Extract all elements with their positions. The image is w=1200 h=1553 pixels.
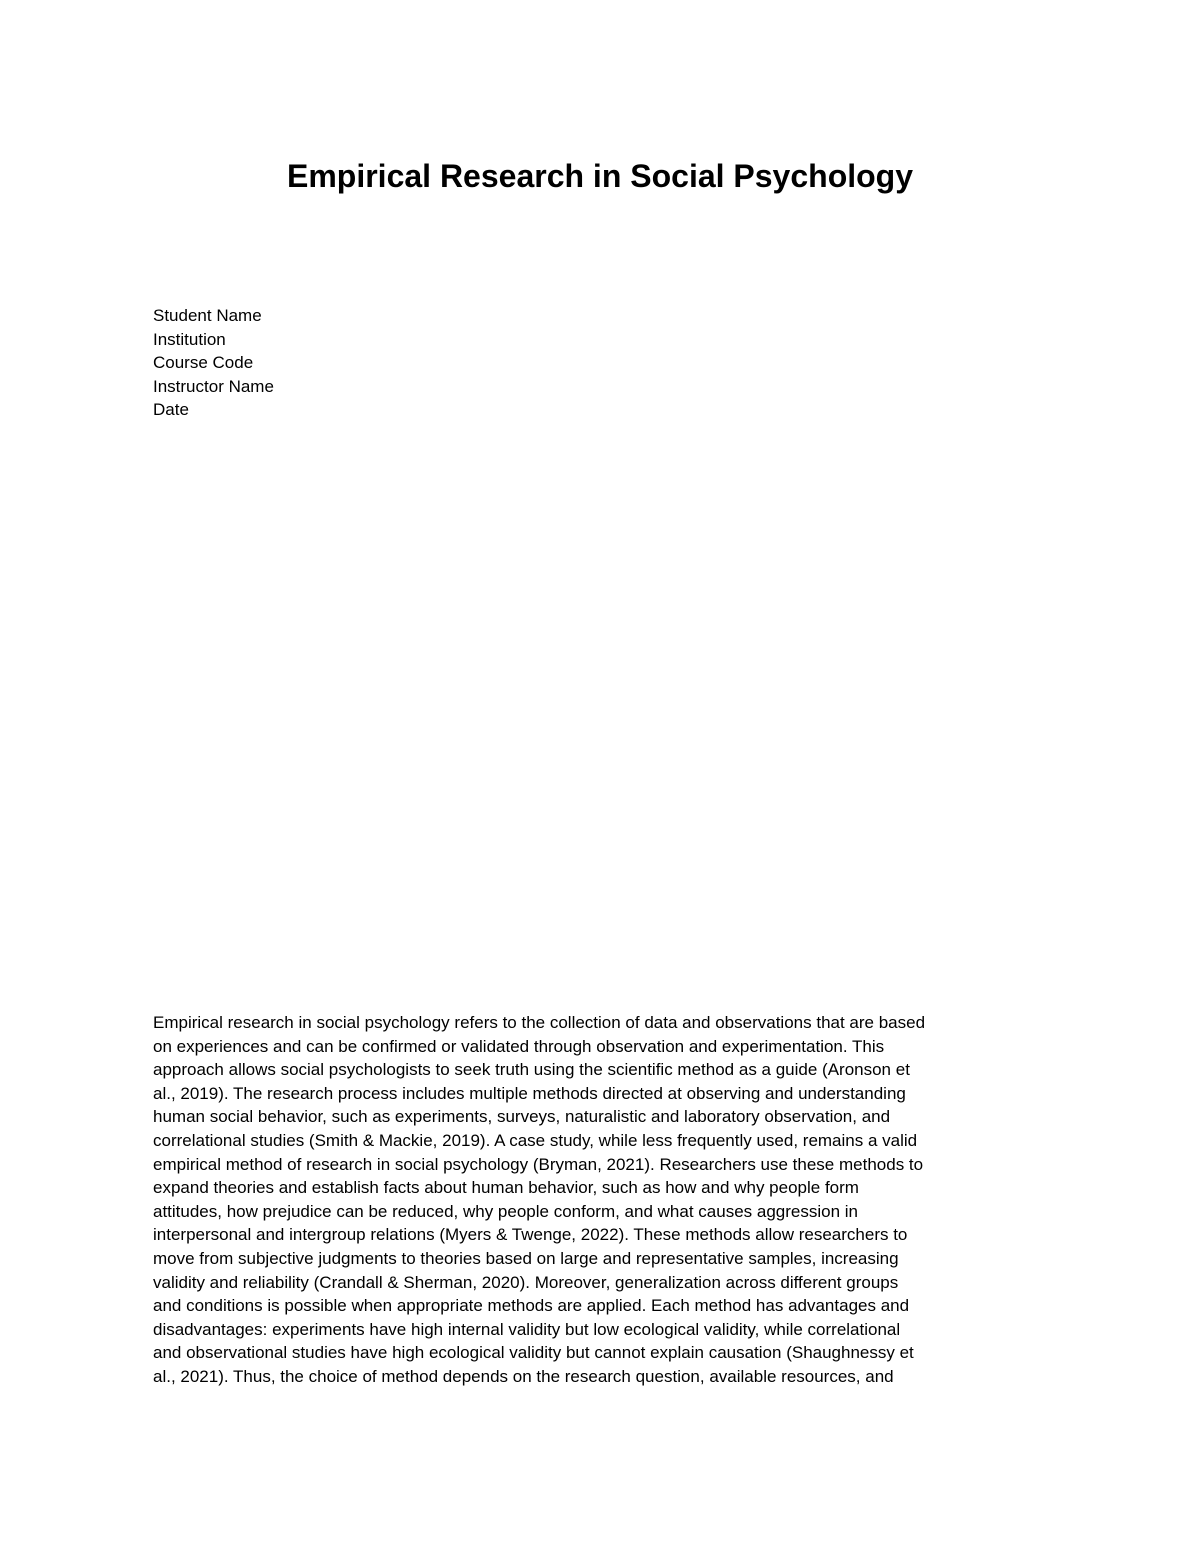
paragraph-line: al., 2021). Thus, the choice of method depends on the research question, available resources, and bbox=[153, 1366, 894, 1386]
course-code-line: Course Code bbox=[153, 353, 254, 372]
paragraph-line: empirical method of research in social psychology (Bryman, 2021). Researchers use these methods to bbox=[153, 1154, 924, 1174]
paragraph-line: validity and reliability (Crandall & Sherman, 2020). Moreover, generalization across different groups bbox=[153, 1272, 899, 1292]
paragraph-line: and observational studies have high ecological validity but cannot explain causation (Shaughnessy et bbox=[153, 1343, 914, 1363]
paragraph-line: on experiences and can be confirmed or validated through observation and experimentation. This bbox=[153, 1036, 885, 1056]
paragraph-line: al., 2019). The research process includes multiple methods directed at observing and understanding bbox=[153, 1083, 906, 1103]
cover-info-block bbox=[153, 304, 274, 422]
student-name-line: Student Name bbox=[153, 306, 262, 325]
paragraph-line: attitudes, how prejudice can be reduced, why people conform, and what causes aggression in bbox=[153, 1201, 858, 1221]
paragraph-line: interpersonal and intergroup relations (Myers & Twenge, 2022). These methods allow researchers to bbox=[153, 1225, 908, 1245]
paragraph-line: Empirical research in social psychology refers to the collection of data and observations that are based bbox=[153, 1013, 926, 1032]
institution-line: Institution bbox=[153, 329, 226, 349]
paragraph-line: human social behavior, such as experiments, surveys, naturalistic and laboratory observation, and bbox=[153, 1107, 891, 1127]
body-paragraph bbox=[153, 1011, 925, 1389]
paragraph-line: approach allows social psychologists to seek truth using the scientific method as a guide (Aronson et bbox=[153, 1060, 910, 1080]
date-line: Date bbox=[153, 400, 189, 419]
paragraph-line: expand theories and establish facts about human behavior, such as how and why people form bbox=[153, 1178, 859, 1198]
document-title: Empirical Research in Social Psychology bbox=[286, 158, 914, 194]
paragraph-line: correlational studies (Smith & Mackie, 2019). A case study, while less frequently used, remains a valid bbox=[153, 1130, 918, 1150]
paragraph-line: move from subjective judgments to theories based on large and representative samples, increasing bbox=[153, 1248, 899, 1268]
instructor-name-line: Instructor Name bbox=[153, 376, 274, 396]
paragraph-line: and conditions is possible when appropriate methods are applied. Each method has advantages and bbox=[153, 1296, 910, 1316]
paragraph-line: disadvantages: experiments have high internal validity but low ecological validity, while correlational bbox=[153, 1319, 901, 1339]
